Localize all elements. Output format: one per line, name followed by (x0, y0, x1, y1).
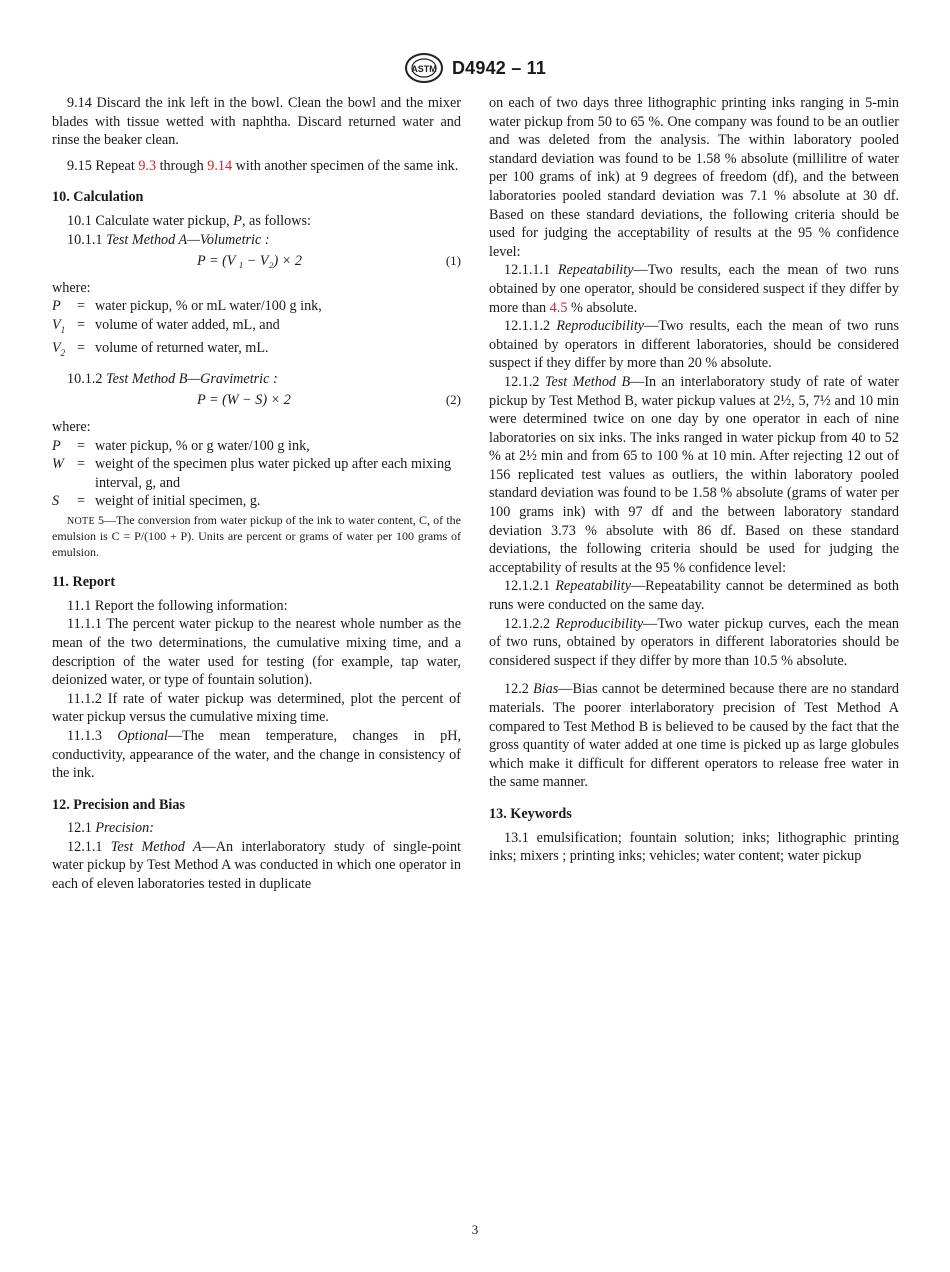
paragraph-12-1: 12.1 Precision: (67, 820, 154, 837)
where-label-1: where: (52, 279, 91, 296)
definition-list-2: P = water pickup, % or g water/100 g ink, W = weight of the specimen plus water picked up after each mixing interval, g, and S = weight of initial specimen, g. (52, 437, 461, 511)
link-9-14[interactable]: 9.14 (207, 157, 233, 174)
definition-symbol: P (52, 437, 61, 454)
paragraph-12-1-1-continued: on each of two days three lithographic printing inks ranging in 5-min water pickup from 50 to 65 %. One company was found to be an outlier and was deleted from the analysis. The within laboratory pooled standard deviation was found to be 1.58 % absolute (millilitre of water per 100 grams of ink) at 9 degrees of freedom (df), and the between laboratories pooled standard deviation was 7.1 % absolute at 30 df. Based on these standard deviations, the following criteria should be used for judging the acceptability of results at the 95 % confidence level: (489, 95, 899, 260)
definition-symbol: $V_1$ (52, 316, 66, 335)
equation-2-number: (2) (445, 392, 461, 408)
link-4-5[interactable]: 4.5 (549, 299, 568, 316)
equation-1-number: (1) (445, 253, 461, 269)
paragraph-12-1-1-1: 12.1.1.1 Repeatability—Two results, each the mean of two runs obtained by one operator, should be considered suspect if they differ by more than 4.5 % absolute. (489, 262, 899, 316)
heading-calculation: 10. Calculation (52, 189, 144, 206)
paragraph-10-1: 10.1 Calculate water pickup, P, as follows: (67, 212, 311, 229)
logo-lettering: ASTM (411, 64, 437, 74)
paragraph-11-1: 11.1 Report the following information: (67, 597, 288, 614)
astm-logo (404, 52, 444, 84)
definition-text: volume of water added, mL, and (95, 316, 280, 333)
definition-symbol: W (52, 456, 64, 473)
paragraph-11-1-1: 11.1.1 The percent water pickup to the nearest whole number as the mean of the two determinations, the cumulative mixing time, and a description of the water used for testing (for example, tap water, deionized water, or type of fountain solution). (52, 616, 461, 689)
equation-1: P = (V ₁ − V₂) × 2 (1) (197, 253, 461, 270)
definition-text: water pickup, % or g water/100 g ink, (95, 437, 310, 454)
paragraph-13-1: 13.1 emulsification; fountain solution; inks; lithographic printing inks; mixers ; printing inks; vehicles; water content; water pickup (489, 829, 899, 865)
definition-list-1: P = water pickup, % or mL water/100 g ink, $V_1$ = volume of water added, mL, and $V_2$ = volume of returned water, mL. (52, 297, 461, 362)
definition-text: volume of returned water, mL. (95, 340, 269, 357)
paragraph-10-1-2: 10.1.2 Test Method B—Gravimetric : (67, 370, 278, 387)
definition-symbol: S (52, 493, 60, 510)
paragraph-12-1-2-2: 12.1.2.2 Reproducibility—Two water pickup curves, each the mean of two runs, obtained by operators in different laboratories should be considered suspect if they differ by more than 10.5 % absolute. (489, 615, 900, 669)
heading-keywords: 13. Keywords (489, 805, 572, 822)
where-label-2: where: (52, 418, 91, 435)
equation-2: P = (W − S) × 2 (2) (197, 392, 461, 409)
paragraph-12-1-2: 12.1.2 Test Method B—In an interlaboratory study of rate of water pickup by Test Method B, water pickup values at 2½, 5, 7½ and 10 min were determined twice on one day by one operator in each of nine laboratories on six inks. The inks ranged in water pickup from 40 to 52 % at 2½ min and from 65 to 100 % at 10 min. After rejecting 12 out of 156 replicated test values as outliers, the within laboratory pooled standard deviation was found to be 1.58 % absolute (grams of water per 100 grams ink) with 97 df and the between laboratory standard deviation 3.73 % absolute with 86 df. Based on these standard deviations, the following criteria should be used for judging the acceptability of results at the 95 % confidence level: (489, 373, 899, 576)
definition-symbol: $V_2$ (52, 340, 66, 359)
definition-symbol: P (52, 298, 61, 315)
paragraph-12-1-2-1: 12.1.2.1 Repeatability—Repeatability cannot be determined as both runs were conducted on the same day. (489, 578, 900, 614)
definition-text: weight of the specimen plus water picked up after each mixing interval, g, and (95, 456, 452, 491)
heading-precision-and-bias: 12. Precision and Bias (52, 796, 185, 813)
heading-report: 11. Report (52, 574, 116, 591)
paragraph-11-1-3: 11.1.3 Optional—The mean temperature, changes in pH, conductivity, appearance of the water, and the change in consistency of the ink. (52, 727, 461, 782)
right-column (489, 94, 899, 866)
page-header (0, 52, 950, 89)
left-column (52, 94, 461, 894)
paragraph-12-1-1: 12.1.1 Test Method A—An interlaboratory study of single-point water pickup by Test Method A was conducted in which one operator in each of eleven laboratories tested in duplicate (52, 838, 462, 893)
paragraph-9-14: 9.14 Discard the ink left in the bowl. Clean the bowl and the mixer blades with tissue wetted with naphtha. Discard returned water and rinse the beaker clean. (52, 95, 461, 149)
document-id: D4942 – 11 (451, 57, 547, 78)
paragraph-11-1-2: 11.1.2 If rate of water pickup was determined, plot the percent of water pickup versus the cumulative mixing time. (52, 690, 461, 726)
definition-text: water pickup, % or mL water/100 g ink, (95, 298, 322, 315)
paragraph-10-1-1: 10.1.1 Test Method A—Volumetric : (67, 231, 270, 248)
link-9-3[interactable]: 9.3 (138, 157, 157, 174)
paragraph-12-2: 12.2 Bias—Bias cannot be determined because there are no standard materials. The poorer interlaboratory precision of Test Method A compared to Test Method B is believed to be caused by the fact that the gross quantity of water added at one time is picked up as large globules which make it difficult for different operators to release free water in the same manner. (489, 681, 899, 791)
paragraph-9-15: 9.15 Repeat 9.3 through 9.14 with another specimen of the same ink. (67, 157, 459, 174)
note-5: NOTE 5—The conversion from water pickup of the ink to water content, C, of the emulsion is C = P/(100 + P). Units are percent or grams of water per 100 grams of emulsion. (52, 512, 461, 559)
page-number: 3 (471, 1222, 479, 1237)
paragraph-12-1-1-2: 12.1.1.2 Reproducibility—Two results, each the mean of two runs obtained by operators in different laboratories, should be considered suspect if they differ by more than 20 % absolute. (489, 318, 900, 372)
definition-text: weight of initial specimen, g. (95, 493, 261, 510)
